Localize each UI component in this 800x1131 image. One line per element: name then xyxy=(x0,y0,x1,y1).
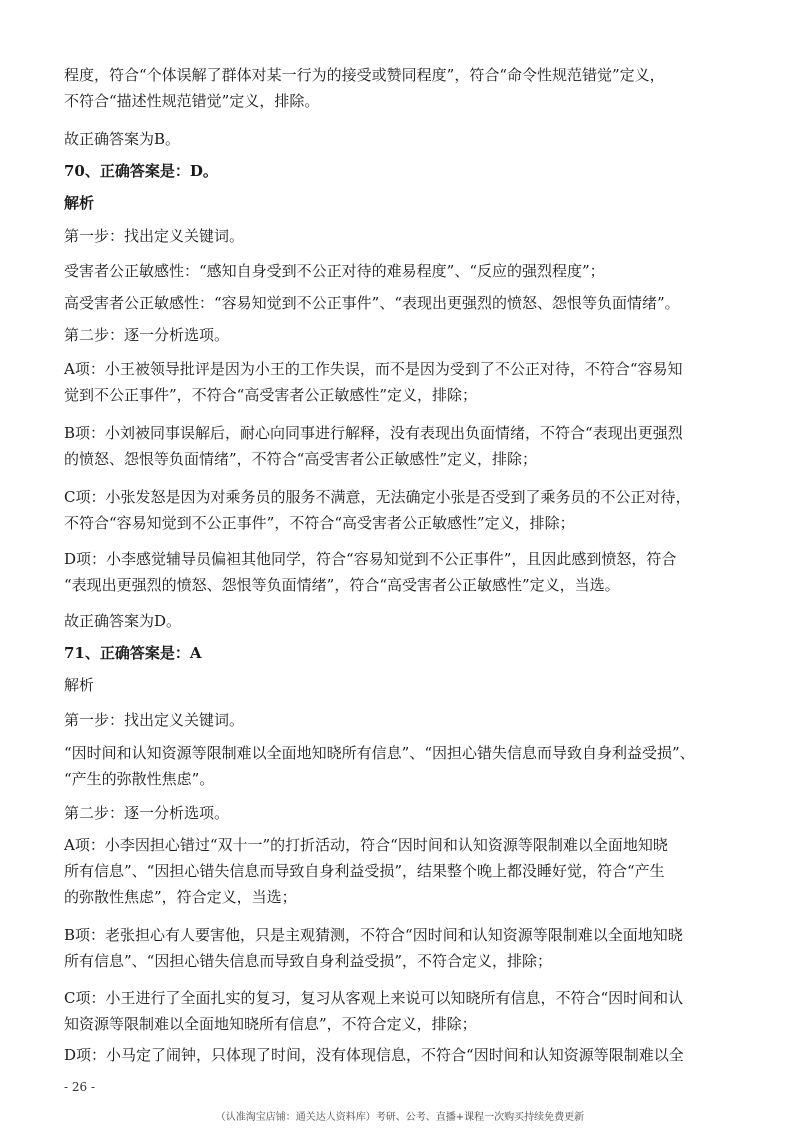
text-line: 71、正确答案是：A xyxy=(64,644,202,662)
paragraph xyxy=(64,640,744,666)
text-line: B项：小刘被同事误解后，耐心向同事进行解释，没有表现出负面情绪，不符合“表现出更强烈 xyxy=(64,424,683,442)
text-line: B项：老张担心有人要害他，只是主观猜测，不符合“因时间和认知资源等限制难以全面地知晓 xyxy=(64,926,683,944)
paragraph xyxy=(64,922,744,974)
text-line: C项：小王进行了全面扎实的复习，复习从客观上来说可以知晓所有信息，不符合“因时间和认 xyxy=(64,989,684,1007)
text-line: “因时间和认知资源等限制难以全面地知晓所有信息”、“因担心错失信息而导致自身利益受损”、 xyxy=(64,744,695,762)
text-line: 程度，符合“个体误解了群体对某一行为的接受或赞同程度”，符合“命令性规范错觉”定义， xyxy=(64,66,665,84)
text-line: 70、正确答案是：D。 xyxy=(64,162,218,180)
text-line: 的弥散性焦虑”，符合定义，当选； xyxy=(64,888,297,906)
text-line: 受害者公正敏感性：“感知自身受到不公正对待的难易程度”、“反应的强烈程度”； xyxy=(64,262,605,280)
paragraph xyxy=(64,126,744,152)
paragraph xyxy=(64,62,744,114)
text-line: 知资源等限制难以全面地知晓所有信息”，不符合定义，排除； xyxy=(64,1015,477,1033)
text-line: D项：小李感觉辅导员偏袒其他同学，符合“容易知觉到不公正事件”，且因此感到愤怒，符合 xyxy=(64,550,677,568)
paragraph xyxy=(64,190,744,216)
paragraph xyxy=(64,356,744,408)
text-line: 觉到不公正事件”，不符合“高受害者公正敏感性”定义，排除； xyxy=(64,386,478,404)
paragraph xyxy=(64,420,744,472)
paragraph xyxy=(64,546,744,598)
text-line: D项：小马定了闹钟，只体现了时间，没有体现信息，不符合“因时间和认知资源等限制难以全 xyxy=(64,1046,684,1064)
paragraph xyxy=(64,1042,744,1068)
paragraph xyxy=(64,985,744,1037)
page-number: - 26 - xyxy=(64,1080,96,1094)
paragraph xyxy=(64,322,744,348)
text-line: 解析 xyxy=(64,676,95,694)
text-line: 解析 xyxy=(64,194,95,212)
paragraph xyxy=(64,290,744,316)
text-line: 第二步：逐一分析选项。 xyxy=(64,804,230,822)
text-line: “表现出更强烈的愤怒、怨恨等负面情绪”，符合“高受害者公正敏感性”定义，当选。 xyxy=(64,576,620,594)
text-line: A项：小王被领导批评是因为小王的工作失误，而不是因为受到了不公正对待，不符合“容易知 xyxy=(64,360,683,378)
paragraph xyxy=(64,258,744,284)
text-line: 第一步：找出定义关键词。 xyxy=(64,711,245,729)
paragraph xyxy=(64,740,744,792)
paragraph xyxy=(64,800,744,826)
text-line: 的愤怒、怨恨等负面情绪”，不符合“高受害者公正敏感性”定义，排除； xyxy=(64,450,538,468)
paragraph xyxy=(64,608,744,634)
text-line: 不符合“容易知觉到不公正事件”，不符合“高受害者公正敏感性”定义，排除； xyxy=(64,514,575,532)
paragraph xyxy=(64,672,744,698)
footer-note: （认准淘宝店铺：通关达人资料库）考研、公考、直播+课程一次购买持续免费更新 xyxy=(215,1112,585,1123)
text-line: 高受害者公正敏感性：“容易知觉到不公正事件”、“表现出更强烈的愤怒、怨恨等负面情绪”。 xyxy=(64,294,680,312)
text-line: 所有信息”、“因担心错失信息而导致自身利益受损”，不符合定义，排除； xyxy=(64,952,553,970)
text-line: “产生的弥散性焦虑”。 xyxy=(64,770,215,788)
paragraph xyxy=(64,707,744,733)
text-line: 故正确答案为B。 xyxy=(64,130,181,148)
text-line: 不符合“描述性规范错觉”定义，排除。 xyxy=(64,92,320,110)
text-line: A项：小李因担心错过“双十一”的打折活动，符合“因时间和认知资源等限制难以全面地知晓 xyxy=(64,836,668,854)
text-line: 故正确答案为D。 xyxy=(64,612,182,630)
paragraph xyxy=(64,484,744,536)
paragraph xyxy=(64,158,744,184)
text-line: 第一步：找出定义关键词。 xyxy=(64,227,245,245)
paragraph xyxy=(64,832,744,910)
text-line: C项：小张发怒是因为对乘务员的服务不满意，无法确定小张是否受到了乘务员的不公正对待， xyxy=(64,488,691,506)
text-line: 第二步：逐一分析选项。 xyxy=(64,326,230,344)
paragraph xyxy=(64,223,744,249)
text-line: 所有信息”、“因担心错失信息而导致自身利益受损”，结果整个晚上都没睡好觉，符合“产生 xyxy=(64,862,665,880)
